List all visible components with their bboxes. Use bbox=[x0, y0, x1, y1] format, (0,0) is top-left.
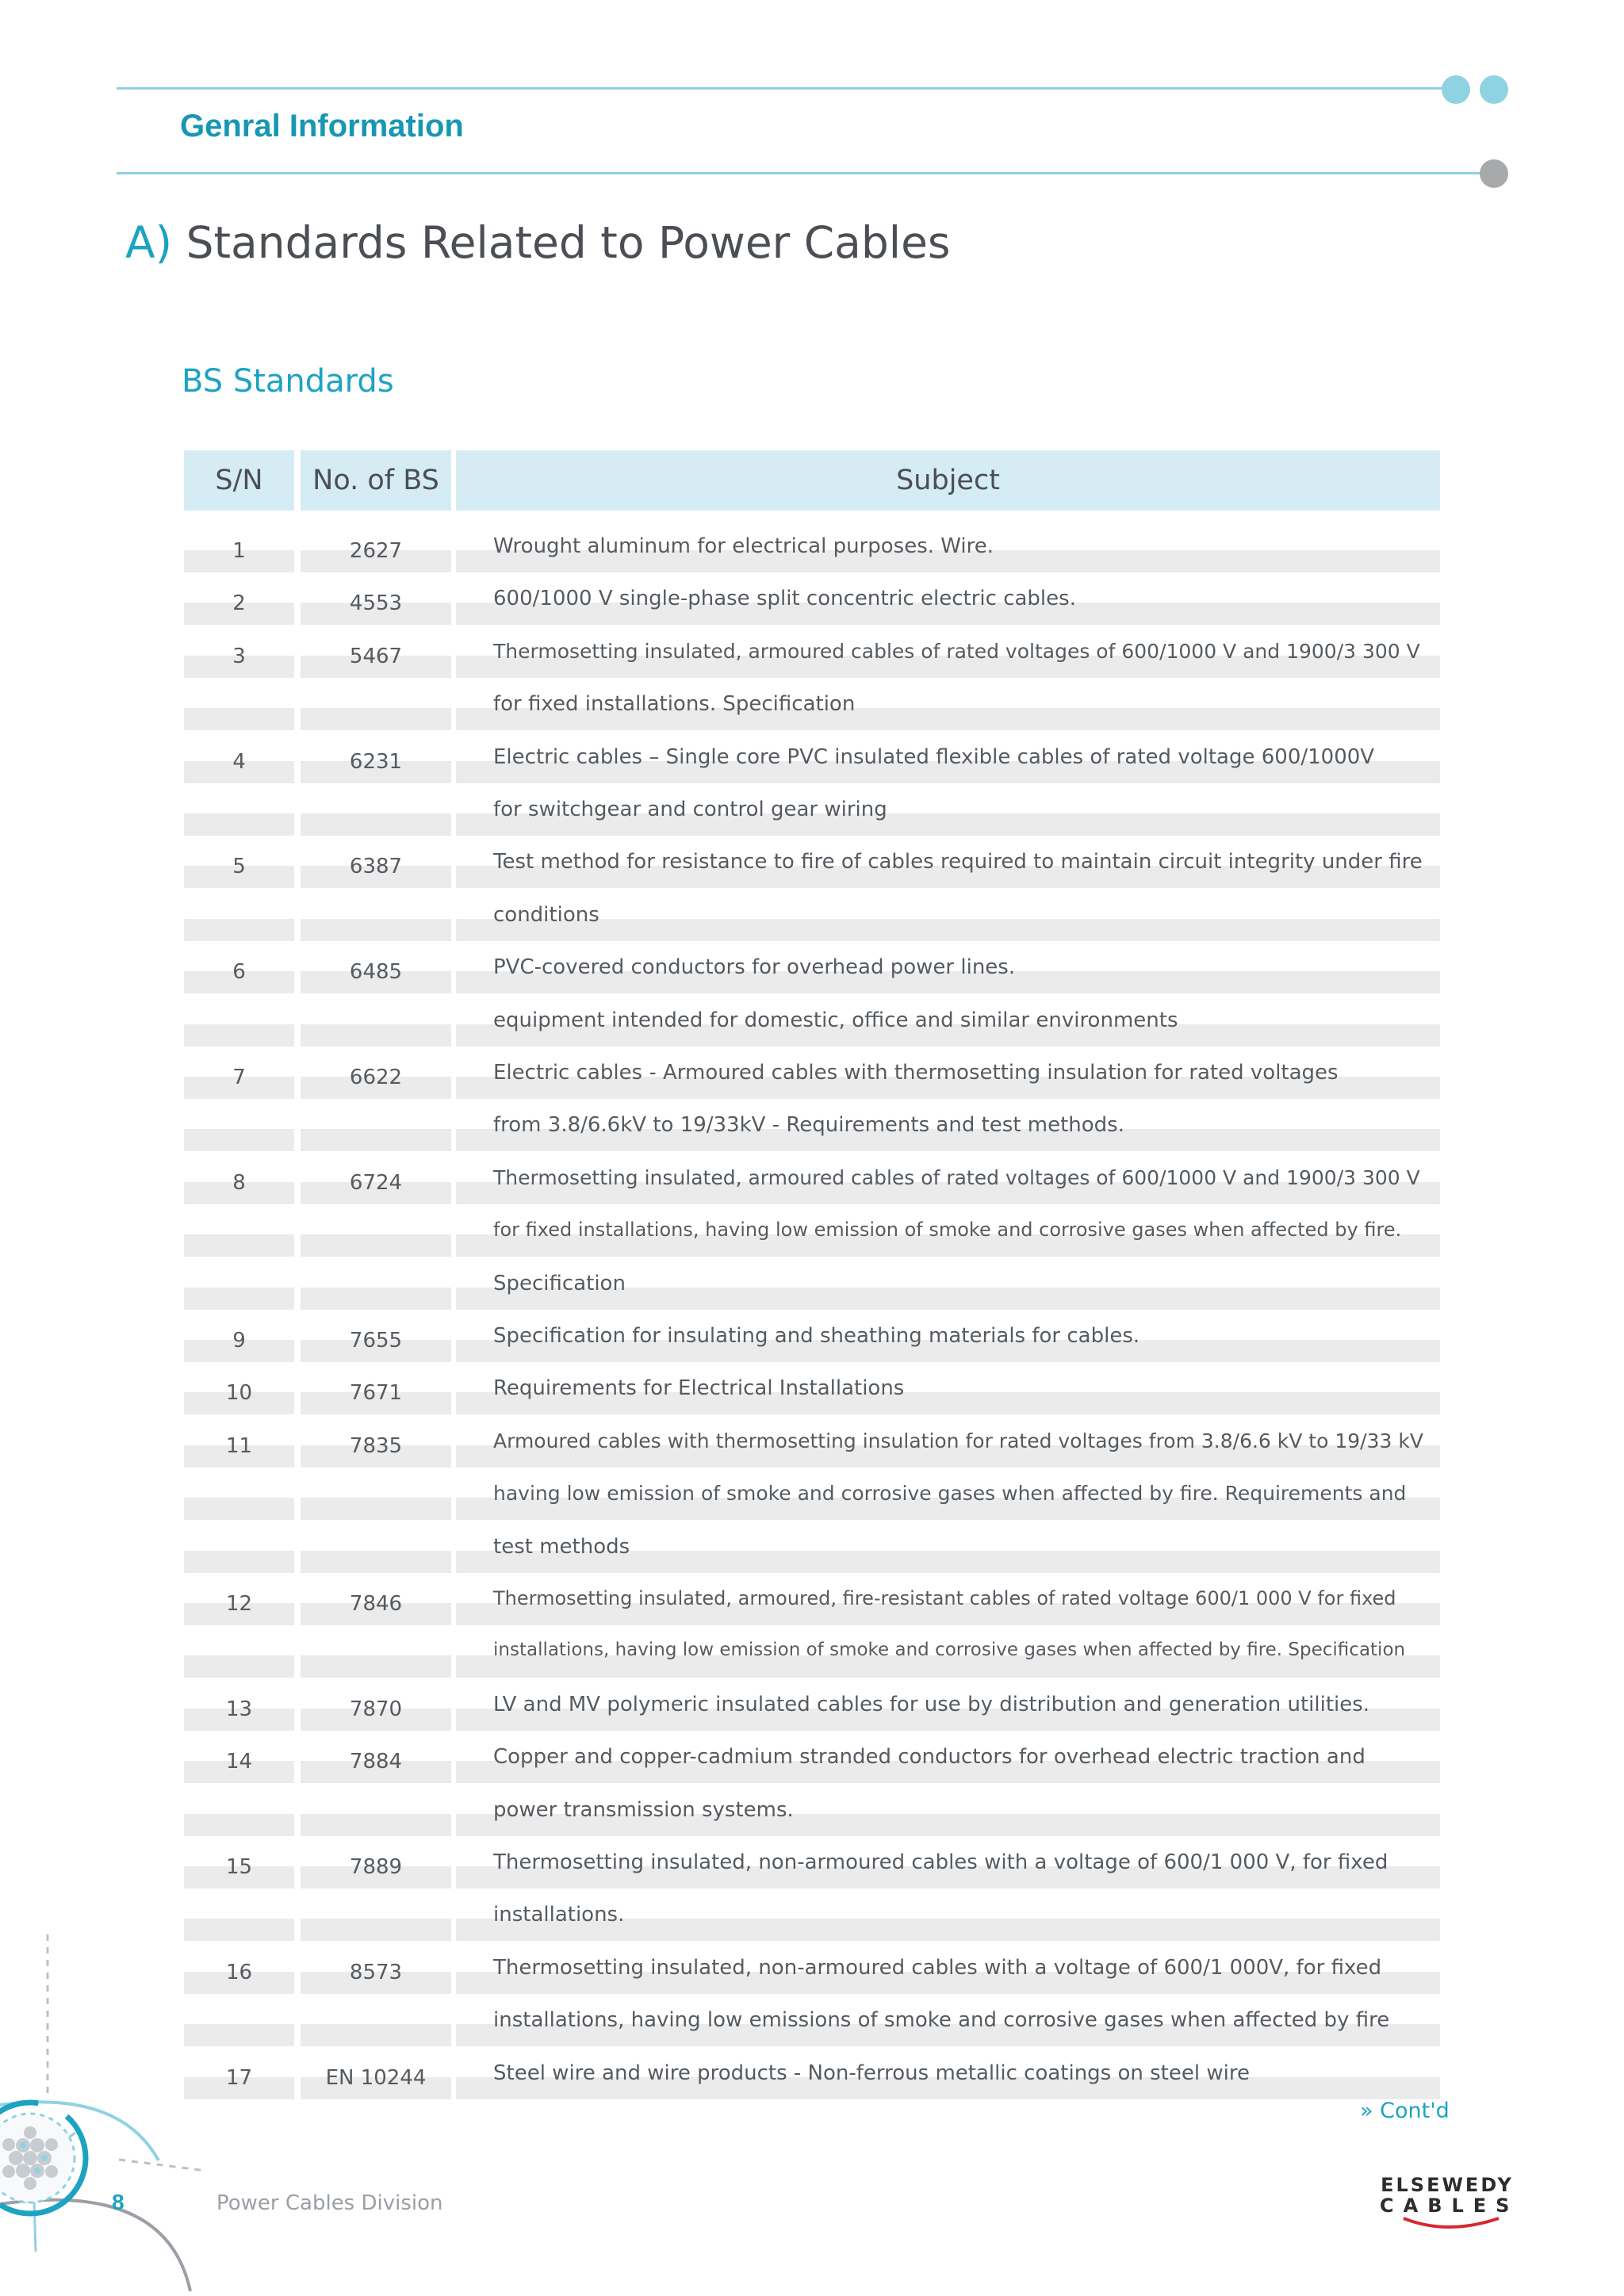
subject-cell: Test method for resistance to fire of cables required to maintain circuit integrity under fire bbox=[493, 850, 1423, 874]
subject-cell: Thermosetting insulated, non-armoured cables with a voltage of 600/1 000 V, for fixed bbox=[493, 1850, 1388, 1874]
decorative-dot bbox=[1480, 159, 1508, 188]
bs-number-cell: 7846 bbox=[349, 1592, 403, 1616]
sn-cell: 9 bbox=[232, 1329, 246, 1353]
subject-cell: Specification for insulating and sheathing materials for cables. bbox=[493, 1324, 1140, 1348]
table-row bbox=[184, 681, 1440, 733]
sn-cell-bar bbox=[184, 1814, 294, 1836]
subject-cell: Electric cables – Single core PVC insulated flexible cables of rated voltage 600/1000V bbox=[493, 744, 1375, 769]
decorative-dot bbox=[1480, 75, 1508, 104]
sn-cell: 6 bbox=[232, 960, 246, 985]
contd-label bbox=[1360, 2099, 1450, 2123]
table-row bbox=[184, 1313, 1440, 1365]
brand-logo bbox=[1380, 2174, 1519, 2237]
subject-cell: installations, having low emission of smoke and corrosive gases when affected by fire. Specification bbox=[493, 1640, 1406, 1661]
page-number: 8 bbox=[112, 2190, 124, 2214]
table-row bbox=[184, 997, 1440, 1050]
sn-cell-bar bbox=[184, 708, 294, 730]
table-row bbox=[184, 892, 1440, 944]
table-row bbox=[184, 1892, 1440, 1944]
sn-cell-bar bbox=[184, 1551, 294, 1573]
subject-cell: Thermosetting insulated, armoured cables of rated voltages of 600/1000 V and 1900/3 300 V bbox=[493, 1165, 1420, 1189]
bs-number-cell: 6231 bbox=[349, 749, 403, 774]
subject-cell: 600/1000 V single-phase split concentric electric cables. bbox=[493, 587, 1076, 611]
subject-cell: equipment intended for domestic, office and similar environments bbox=[493, 1008, 1178, 1032]
bs-cell-bar bbox=[301, 708, 451, 730]
brand-name: ELSEWEDY bbox=[1381, 2174, 1514, 2196]
subject-cell: for fixed installations, having low emission of smoke and corrosive gases when affected by fire. bbox=[493, 1219, 1402, 1242]
table-row bbox=[184, 1155, 1440, 1207]
footer-division: Power Cables Division bbox=[216, 2191, 443, 2215]
subject-cell: Thermosetting insulated, armoured, fire-resistant cables of rated voltage 600/1 000 V for fixed bbox=[493, 1587, 1396, 1609]
column-header-sn: S/N bbox=[184, 450, 294, 511]
sn-cell: 13 bbox=[225, 1697, 253, 1721]
sn-cell-bar bbox=[184, 919, 294, 941]
header-rule bbox=[117, 172, 1480, 174]
bs-number-cell: 5467 bbox=[349, 644, 403, 668]
sn-cell-bar bbox=[184, 1655, 294, 1678]
sn-cell-bar bbox=[184, 1288, 294, 1310]
bs-number-cell: 4553 bbox=[349, 591, 403, 616]
bs-cell-bar bbox=[301, 1814, 451, 1836]
double-chevron-icon: » bbox=[1360, 2099, 1373, 2123]
section-title: Genral Information bbox=[180, 109, 464, 144]
subject-cell: Specification bbox=[493, 1271, 626, 1295]
sn-cell-bar bbox=[184, 1234, 294, 1257]
subject-cell: installations. bbox=[493, 1903, 625, 1927]
subject-cell: Copper and copper-cadmium stranded conductors for overhead electric traction and bbox=[493, 1745, 1365, 1770]
sn-cell: 10 bbox=[225, 1381, 253, 1406]
bs-number-cell: 6724 bbox=[349, 1170, 403, 1195]
table-row bbox=[184, 629, 1440, 681]
sn-cell: 8 bbox=[232, 1170, 246, 1195]
sn-cell: 5 bbox=[232, 855, 246, 879]
table-row bbox=[184, 1418, 1440, 1471]
table-row bbox=[184, 1734, 1440, 1786]
subject-cell: conditions bbox=[493, 902, 599, 927]
subject-cell-bar bbox=[456, 919, 1440, 941]
sn-cell: 3 bbox=[232, 644, 246, 668]
subject-cell: from 3.8/6.6kV to 19/33kV - Requirements and test methods. bbox=[493, 1113, 1124, 1138]
subject-cell: Thermosetting insulated, armoured cables of rated voltages of 600/1000 V and 1900/3 300 V bbox=[493, 639, 1420, 663]
bs-number-cell: 8573 bbox=[349, 1960, 403, 1984]
sn-cell-bar bbox=[184, 1498, 294, 1520]
bs-number-cell: 7889 bbox=[349, 1855, 403, 1879]
heading-title: Standards Related to Power Cables bbox=[186, 217, 951, 268]
heading-letter: A) bbox=[125, 217, 173, 268]
table-row bbox=[184, 1997, 1440, 2049]
column-header-subject: Subject bbox=[456, 450, 1440, 511]
page-heading bbox=[125, 217, 951, 268]
decorative-dot bbox=[1442, 75, 1470, 104]
table-row bbox=[184, 1261, 1440, 1313]
column-header-bs: No. of BS bbox=[301, 450, 451, 511]
subject-cell: having low emission of smoke and corrosive gases when affected by fire. Requirements and bbox=[493, 1482, 1407, 1506]
brand-subname: CABLES bbox=[1380, 2195, 1519, 2217]
subject-cell: Armoured cables with thermosetting insulation for rated voltages from 3.8/6.6 kV to 19/33 kV bbox=[493, 1429, 1423, 1452]
table-row bbox=[184, 576, 1440, 628]
bs-number-cell: 6622 bbox=[349, 1066, 403, 1089]
table-row bbox=[184, 944, 1440, 997]
table-row bbox=[184, 1365, 1440, 1418]
subject-cell: installations, having low emissions of smoke and corrosive gases when affected by fire bbox=[493, 2008, 1390, 2033]
sn-cell-bar bbox=[184, 813, 294, 836]
bs-number-cell: 7870 bbox=[349, 1697, 403, 1721]
contd-text: Cont'd bbox=[1380, 2099, 1450, 2123]
table-row bbox=[184, 1839, 1440, 1892]
sn-cell: 17 bbox=[225, 2065, 253, 2090]
subject-cell: for fixed installations. Specification bbox=[493, 692, 856, 717]
bs-cell-bar bbox=[301, 813, 451, 836]
bs-cell-bar bbox=[301, 1655, 451, 1678]
table-row bbox=[184, 1682, 1440, 1734]
subject-cell: Steel wire and wire products - Non-ferrous metallic coatings on steel wire bbox=[493, 2061, 1250, 2085]
subject-cell: Wrought aluminum for electrical purposes. Wire. bbox=[493, 534, 994, 558]
bs-number-cell: 7835 bbox=[349, 1433, 403, 1458]
table-row bbox=[184, 1628, 1440, 1681]
table-row bbox=[184, 1102, 1440, 1154]
sn-cell: 4 bbox=[232, 749, 246, 774]
sn-cell: 1 bbox=[232, 539, 246, 563]
subject-cell: LV and MV polymeric insulated cables for use by distribution and generation utilities. bbox=[493, 1692, 1370, 1716]
logo-swoosh-icon bbox=[1380, 2215, 1515, 2239]
sn-cell-bar bbox=[184, 1024, 294, 1047]
sn-cell: 7 bbox=[232, 1066, 246, 1089]
bs-number-cell: 6485 bbox=[349, 960, 403, 985]
table-row bbox=[184, 1050, 1440, 1102]
bs-number-cell: 2627 bbox=[349, 539, 403, 563]
subject-cell: test methods bbox=[493, 1534, 630, 1559]
sn-cell: 14 bbox=[225, 1750, 253, 1774]
bs-cell-bar bbox=[301, 1129, 451, 1151]
table-row bbox=[184, 1524, 1440, 1576]
bs-cell-bar bbox=[301, 919, 451, 941]
bs-number-cell: 7671 bbox=[349, 1381, 403, 1406]
sn-cell-bar bbox=[184, 1129, 294, 1151]
table-row bbox=[184, 523, 1440, 576]
bs-cell-bar bbox=[301, 1919, 451, 1941]
sn-cell: 15 bbox=[225, 1855, 253, 1879]
top-rule bbox=[117, 87, 1449, 90]
table-row bbox=[184, 786, 1440, 839]
bs-number-cell: EN 10244 bbox=[325, 2065, 427, 2090]
table-row bbox=[184, 1471, 1440, 1523]
cable-cross-section-graphic bbox=[0, 1919, 238, 2296]
table-row bbox=[184, 839, 1440, 891]
table-row bbox=[184, 734, 1440, 786]
table-row bbox=[184, 1945, 1440, 1997]
bs-cell-bar bbox=[301, 1024, 451, 1047]
sn-cell: 11 bbox=[225, 1433, 253, 1458]
bs-cell-bar bbox=[301, 1234, 451, 1257]
table-row bbox=[184, 1576, 1440, 1628]
bs-number-cell: 6387 bbox=[349, 855, 403, 879]
sn-cell: 16 bbox=[225, 1960, 253, 1984]
bs-number-cell: 7655 bbox=[349, 1329, 403, 1353]
table-row bbox=[184, 2050, 1440, 2103]
table-header bbox=[184, 450, 1440, 511]
table-row bbox=[184, 1787, 1440, 1839]
table-row bbox=[184, 1207, 1440, 1260]
sub-heading: BS Standards bbox=[182, 363, 394, 400]
subject-cell: power transmission systems. bbox=[493, 1797, 794, 1822]
subject-cell: Thermosetting insulated, non-armoured cables with a voltage of 600/1 000V, for fixed bbox=[493, 1955, 1382, 1980]
bs-cell-bar bbox=[301, 1498, 451, 1520]
bs-cell-bar bbox=[301, 1288, 451, 1310]
sn-cell: 2 bbox=[232, 591, 246, 616]
bs-cell-bar bbox=[301, 1551, 451, 1573]
sn-cell: 12 bbox=[225, 1592, 253, 1616]
subject-cell: Requirements for Electrical Installations bbox=[493, 1376, 905, 1401]
bs-number-cell: 7884 bbox=[349, 1750, 403, 1774]
bs-cell-bar bbox=[301, 2024, 451, 2046]
subject-cell: PVC-covered conductors for overhead power lines. bbox=[493, 955, 1016, 980]
subject-cell: Electric cables - Armoured cables with thermosetting insulation for rated voltages bbox=[493, 1061, 1339, 1085]
subject-cell: for switchgear and control gear wiring bbox=[493, 798, 887, 821]
